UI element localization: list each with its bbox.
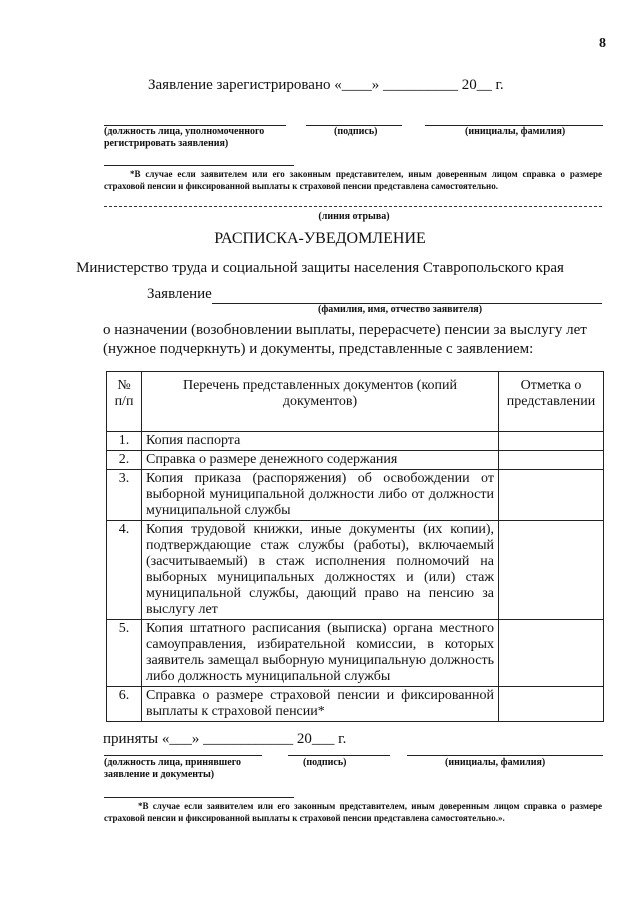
row-num: 4. [107,521,142,620]
footnote-1: *В случае если заявителем или его законным представителем, иным доверенным лицом справка о размере страховой пенсии и фиксированной выплаты к страховой пенсии представлена самостоятельно. [104,169,602,191]
position-caption-2: (должность лица, принявшего заявление и документы) [104,757,241,780]
row-doc: Копия штатного расписания (выписка) органа местного самоуправления, избирательной комиссии, в которых заявитель замещал выборную муниципальную должность либо должность муниципальной службы [142,620,499,687]
table-row [107,521,604,620]
cut-line-caption: (линия отрыва) [318,211,390,222]
row-num: 3. [107,470,142,521]
cut-line [104,206,602,207]
footnote-2: *В случае если заявителем или его законным представителем, иным доверенным лицом справка о размере страховой пенсии и фиксированной выплаты к страховой пенсии представлена самостоятельно.». [104,801,602,823]
applicant-caption: (фамилия, имя, отчество заявителя) [318,304,483,315]
table-row [107,432,604,451]
table-row [107,620,604,687]
purpose-text: о назначении (возобновлении выплаты, перерасчете) пенсии за выслугу лет (нужное подчеркнуть) и документы, представленные с заявлением: [103,322,587,357]
row-num: 2. [107,451,142,470]
position-signature-line-2 [104,755,262,756]
signature-caption-2: (подпись) [303,757,347,768]
header-num: № п/п [107,372,142,432]
table-row [107,687,604,722]
row-num: 6. [107,687,142,722]
accepted-line: приняты «___» ____________ 20___ г. [103,731,347,747]
table-row [107,470,604,521]
row-mark [499,470,604,521]
signature-line-2 [288,755,390,756]
table-row [107,451,604,470]
position-caption: (должность лица, уполномоченного регистрировать заявления) [104,126,265,149]
row-doc: Справка о размере денежного содержания [142,451,499,470]
row-doc: Копия трудовой книжки, иные документы (их копии), подтверждающие стаж службы (работы), включаемый (засчитываемый) в стаж исполнения полномочий на выборных муниципальных должностях и (или) стаж муниципальной службы, дающий право на пенсию за выслугу лет [142,521,499,620]
header-docs: Перечень представленных документов (копий документов) [142,372,499,432]
registration-line: Заявление зарегистрировано «____» __________ 20__ г. [148,77,504,93]
ministry-name: Министерство труда и социальной защиты населения Ставропольского края [76,260,564,276]
initials-line-2 [407,755,603,756]
documents-table [106,371,604,722]
initials-caption-2: (инициалы, фамилия) [445,757,546,768]
footnote-separator-2 [104,797,294,798]
row-doc: Справка о размере страховой пенсии и фиксированной выплаты к страховой пенсии* [142,687,499,722]
table-header-row [107,372,604,432]
statement-label: Заявление [147,286,212,302]
row-doc: Копия паспорта [142,432,499,451]
page-number: 8 [599,36,606,51]
row-num: 1. [107,432,142,451]
row-num: 5. [107,620,142,687]
header-mark: Отметка о представлении [499,372,604,432]
signature-caption: (подпись) [334,126,378,137]
document-title: РАСПИСКА-УВЕДОМЛЕНИЕ [214,230,426,247]
row-mark [499,620,604,687]
row-mark [499,521,604,620]
row-mark [499,687,604,722]
footnote-separator [104,165,294,166]
row-mark [499,451,604,470]
row-mark [499,432,604,451]
row-doc: Копия приказа (распоряжения) об освобождении от выборной муниципальной должности либо от должности муниципальной службы [142,470,499,521]
initials-caption: (инициалы, фамилия) [465,126,566,137]
